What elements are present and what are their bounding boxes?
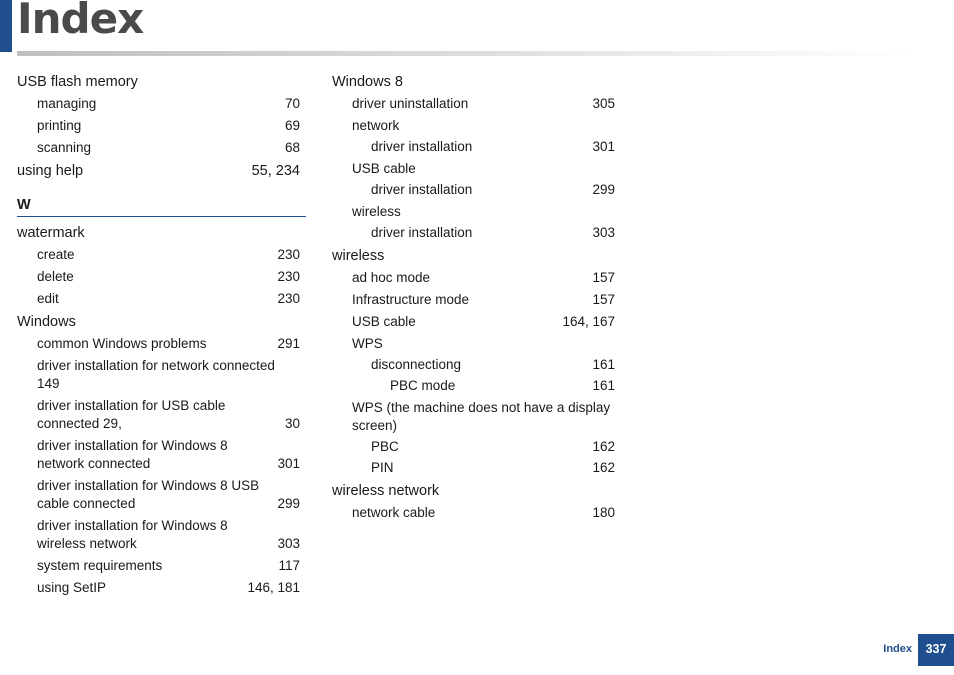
index-entry: disconnectiong 161 <box>371 357 615 372</box>
index-entry: PBC 162 <box>371 439 615 454</box>
index-entry: driver uninstallation 305 <box>352 96 615 111</box>
page-number-badge: 337 <box>918 634 954 666</box>
index-entry: scanning 68 <box>37 140 300 155</box>
index-entry: driver installation for network connected 149 <box>37 358 275 391</box>
header-accent-bar <box>0 0 12 52</box>
index-entry: driver installation 303 <box>371 225 615 240</box>
index-entry: USB flash memory <box>17 74 138 90</box>
index-entry: wireless <box>352 204 401 219</box>
index-entry: system requirements 117 <box>37 558 300 573</box>
index-entry: ad hoc mode 157 <box>352 270 615 285</box>
index-entry: USB cable <box>352 161 416 176</box>
index-entry: delete 230 <box>37 269 300 284</box>
index-entry: PBC mode 161 <box>390 378 615 393</box>
index-entry: create 230 <box>37 247 300 262</box>
index-entry: wireless network <box>332 483 440 499</box>
index-entry: Windows <box>17 314 76 330</box>
index-entry: driver installation for USB cable connected 29, 30 <box>37 398 300 431</box>
index-entry: driver installation for Windows 8 wireless network 303 <box>37 518 300 551</box>
index-entry: network cable 180 <box>352 505 615 520</box>
index-column-left <box>17 73 300 597</box>
index-entry: managing 70 <box>37 96 300 111</box>
page-title: Index <box>17 0 144 43</box>
index-entry: edit 230 <box>37 291 300 306</box>
index-entry: watermark <box>17 225 85 241</box>
index-entry: printing 69 <box>37 118 300 133</box>
index-entry: wireless <box>332 248 385 264</box>
index-entry: using help 55, 234 <box>17 163 300 179</box>
index-letter-heading: W <box>17 197 306 217</box>
index-entry: WPS <box>352 336 383 351</box>
index-entry: PIN 162 <box>371 460 615 475</box>
index-entry: USB cable 164, 167 <box>352 314 615 329</box>
index-entry: network <box>352 118 400 133</box>
index-entry: using SetIP 146, 181 <box>37 580 300 595</box>
index-entry: Infrastructure mode 157 <box>352 292 615 307</box>
index-entry: WPS (the machine does not have a display screen) <box>352 400 611 433</box>
index-entry: common Windows problems 291 <box>37 336 300 351</box>
index-entry: driver installation for Windows 8 USB cable connected 299 <box>37 478 300 511</box>
footer-section-label: Index <box>883 643 912 655</box>
title-divider <box>17 51 912 56</box>
index-entry: driver installation 301 <box>371 139 615 154</box>
index-entry: driver installation for Windows 8 network connected 301 <box>37 438 300 471</box>
index-column-right <box>332 73 615 522</box>
index-entry: driver installation 299 <box>371 182 615 197</box>
index-entry: Windows 8 <box>332 74 403 90</box>
